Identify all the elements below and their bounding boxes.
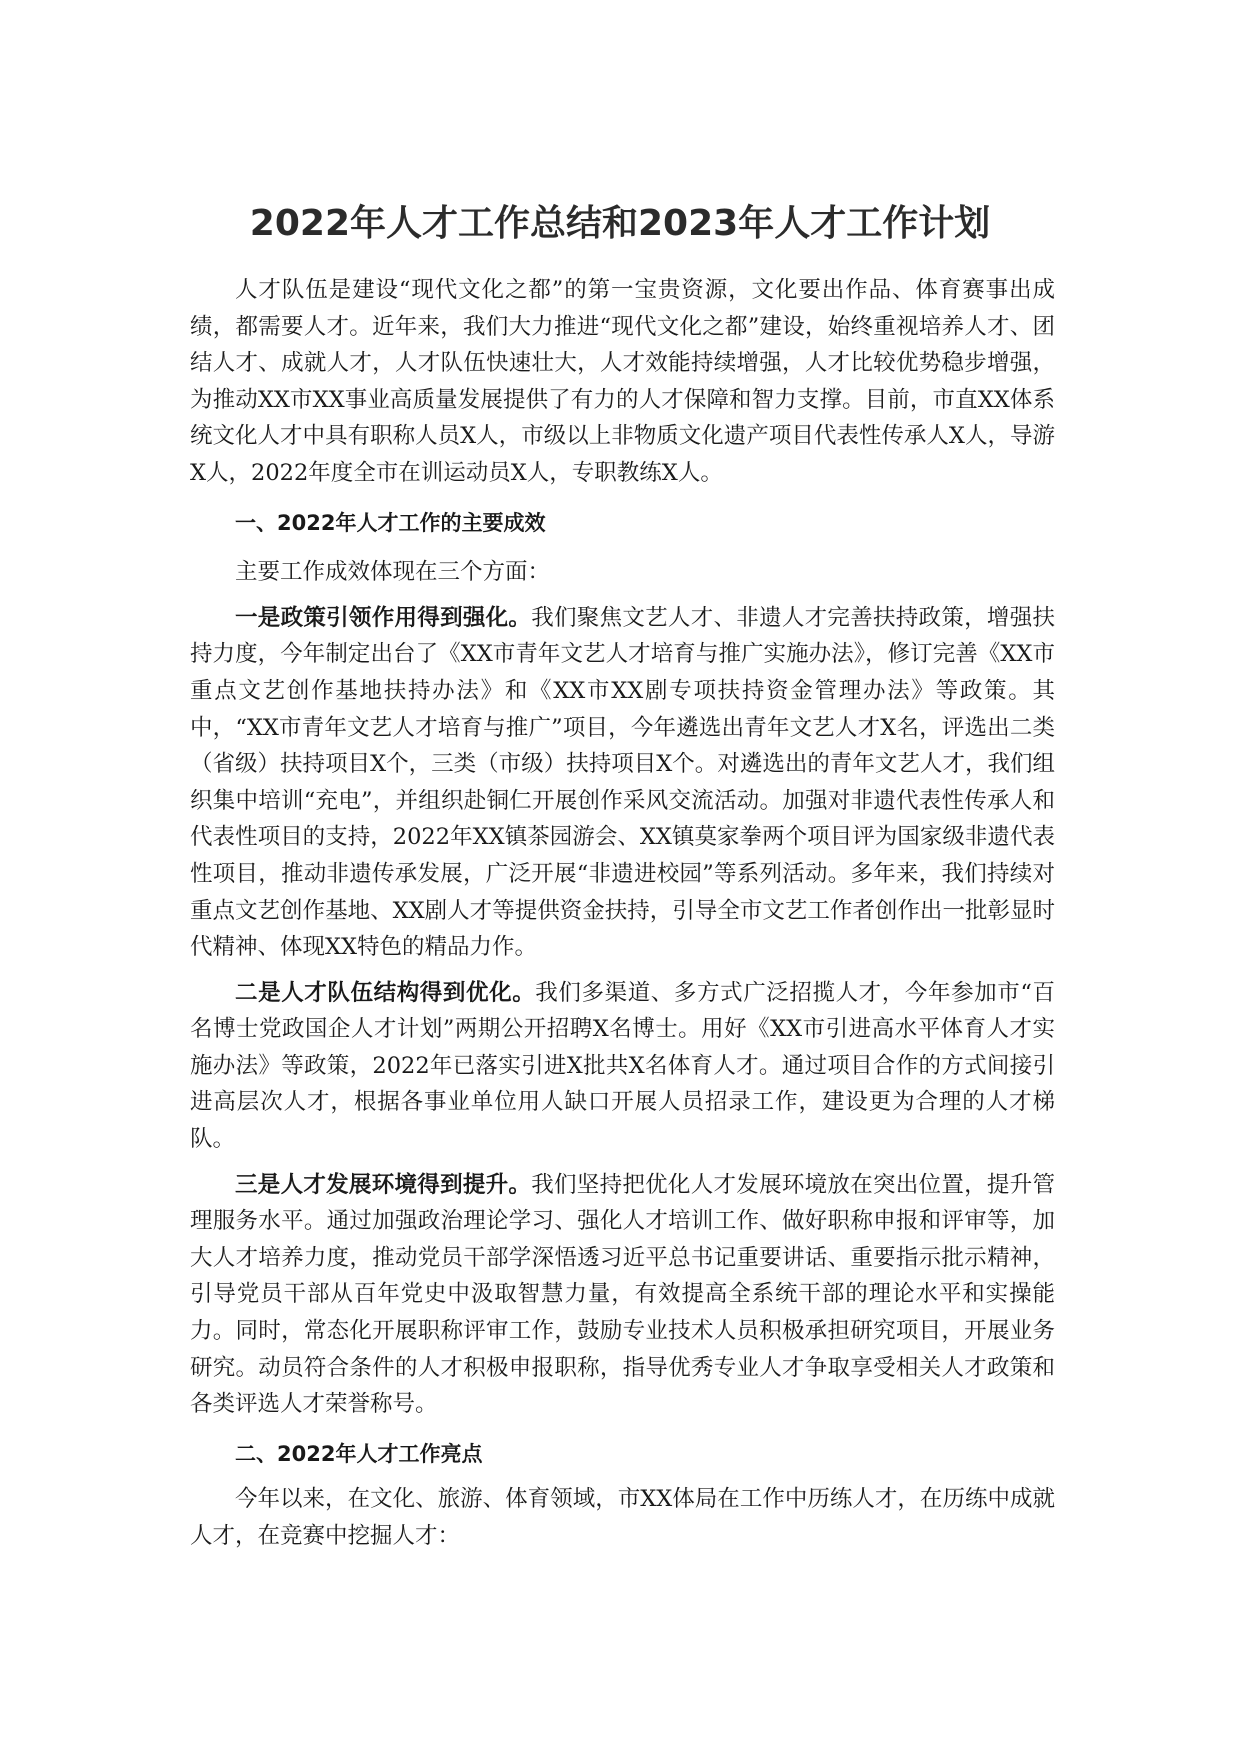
- section-2-paragraph: 今年以来，在文化、旅游、体育领域，市XX体局在工作中历练人才，在历练中成就人才，在竞赛中挖掘人才：: [190, 1486, 1055, 1549]
- document-body: [190, 272, 1055, 1555]
- item-1-lead: 一是政策引领作用得到强化。: [235, 604, 532, 631]
- section-1-item-3: [190, 1167, 1055, 1423]
- section-1-item-2: [190, 975, 1055, 1158]
- item-2-text: 我们多渠道、多方式广泛招揽人才，今年参加市“百名博士党政国企人才计划”两期公开招聘X名博士。用好《XX市引进高水平体育人才实施办法》等政策，2022年已落实引进X批共X名体育人才。通过项目合作的方式间接引进高层次人才，根据各事业单位用人缺口开展人员招录工作，建设更为合理的人才梯队。: [190, 979, 1055, 1153]
- item-3-lead: 三是人才发展环境得到提升。: [235, 1171, 532, 1198]
- section-2-heading: 二、2022年人才工作亮点: [235, 1441, 483, 1466]
- section-1-summary: 主要工作成效体现在三个方面：: [235, 559, 551, 586]
- section-1-item-1: [190, 600, 1055, 966]
- item-1-text: 我们聚焦文艺人才、非遗人才完善扶持政策，增强扶持力度，今年制定出台了《XX市青年文艺人才培育与推广实施办法》，修订完善《XX市重点文艺创作基地扶持办法》和《XX市XX剧专项扶持资金管理办法》等政策。其中，“XX市青年文艺人才培育与推广”项目，今年遴选出青年文艺人才X名，评选出二类（省级）扶持项目X个，三类（市级）扶持项目X个。对遴选出的青年文艺人才，我们组织集中培训“充电”，并组织赴铜仁开展创作采风交流活动。加强对非遗代表性传承人和代表性项目的支持，2022年XX镇茶园游会、XX镇莫家拳两个项目评为国家级非遗代表性项目，推动非遗传承发展，广泛开展“非遗进校园”等系列活动。多年来，我们持续对重点文艺创作基地、XX剧人才等提供资金扶持，引导全市文艺工作者创作出一批彰显时代精神、体现XX特色的精品力作。: [190, 604, 1055, 961]
- document-title: 2022年人才工作总结和2023年人才工作计划: [249, 203, 991, 244]
- item-3-text: 我们坚持把优化人才发展环境放在突出位置，提升管理服务水平。通过加强政治理论学习、强化人才培训工作、做好职称申报和评审等，加大人才培养力度，推动党员干部学深悟透习近平总书记重要讲话、重要指示批示精神，引导党员干部从百年党史中汲取智慧力量，有效提高全系统干部的理论水平和实操能力。同时，常态化开展职称评审工作，鼓励专业技术人员积极承担研究项目，开展业务研究。动员符合条件的人才积极申报职称，指导优秀专业人才争取享受相关人才政策和各类评选人才荣誉称号。: [190, 1171, 1055, 1418]
- section-1-heading: 一、2022年人才工作的主要成效: [235, 510, 546, 535]
- item-2-lead: 二是人才队伍结构得到优化。: [235, 979, 536, 1006]
- intro-paragraph: 人才队伍是建设“现代文化之都”的第一宝贵资源，文化要出作品、体育赛事出成绩，都需要人才。近年来，我们大力推进“现代文化之都”建设，始终重视培养人才、团结人才、成就人才，人才队伍快速壮大，人才效能持续增强，人才比较优势稳步增强，为推动XX市XX事业高质量发展提供了有力的人才保障和智力支撑。目前，市直XX体系统文化人才中具有职称人员X人，市级以上非物质文化遗产项目代表性传承人X人，导游X人，2022年度全市在训运动员X人，专职教练X人。: [190, 277, 1055, 486]
